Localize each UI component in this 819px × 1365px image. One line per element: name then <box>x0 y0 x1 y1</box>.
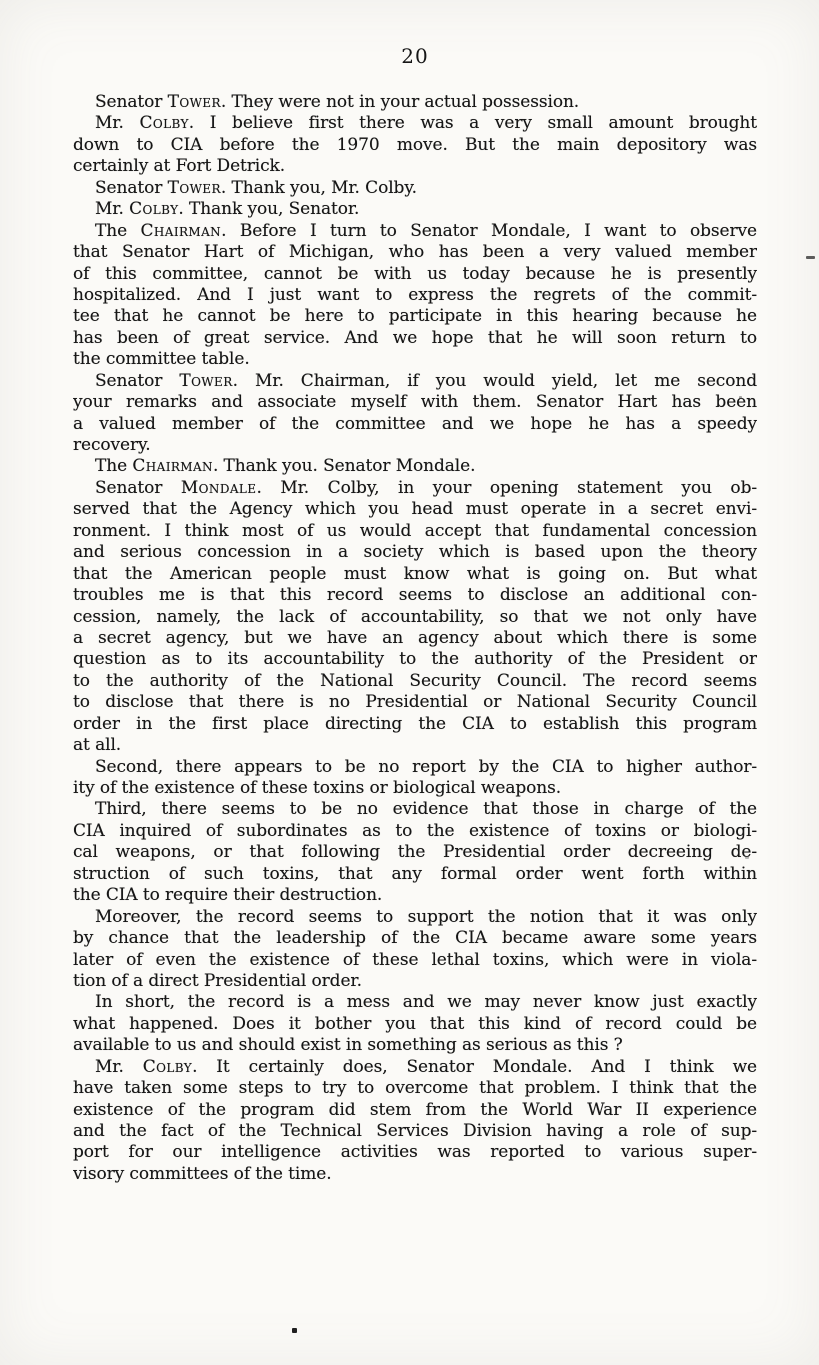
text-line <box>73 842 757 863</box>
text-line <box>73 671 757 692</box>
text-segment: order in the first place directing the CIA to establish this program <box>73 713 757 734</box>
text-segment: . Mr. Chairman, if you would yield, let me second <box>232 370 757 391</box>
text-line <box>73 1164 757 1185</box>
speaker-name: Tower <box>179 370 233 391</box>
text-line <box>73 692 757 713</box>
text-segment: and serious concession in a society which is based upon the theory <box>73 542 757 563</box>
text-segment: hospitalized. And I just want to express the regrets of the commit- <box>73 284 757 305</box>
text-segment: cession, namely, the lack of accountability, so that we not only have <box>73 606 757 627</box>
text-segment: certainly at Fort Detrick. <box>73 156 286 177</box>
speaker-name: Chairman <box>140 220 222 241</box>
text-segment: tion of a direct Presidential order. <box>73 970 362 991</box>
text-line <box>73 113 757 134</box>
text-segment: visory committees of the time. <box>73 1163 332 1184</box>
text-line <box>73 1014 757 1035</box>
text-line <box>73 607 757 628</box>
text-segment: Mr. <box>95 113 140 134</box>
paragraph <box>73 907 757 993</box>
text-line <box>73 456 757 477</box>
text-segment: a valued member of the committee and we hope he has a speedy <box>73 413 757 434</box>
text-segment: has been of great service. And we hope that he will soon return to <box>73 327 757 348</box>
text-segment: served that the Agency which you head must operate in a secret envi- <box>73 499 757 520</box>
text-segment: Third, there seems to be no evidence that those in charge of the <box>95 799 757 820</box>
text-segment: . Mr. Colby, in your opening statement you ob- <box>256 477 757 498</box>
text-line <box>73 564 757 585</box>
text-segment: existence of the program did stem from the World War II experience <box>73 1099 757 1120</box>
text-segment: . I believe first there was a very small amount brought <box>188 113 757 134</box>
speaker-name: Tower <box>167 177 221 198</box>
text-segment: ity of the existence of these toxins or biological weapons. <box>73 778 562 798</box>
text-segment: port for our intelligence activities was reported to various super- <box>73 1142 757 1163</box>
text-segment: The <box>95 456 133 477</box>
text-line <box>73 521 757 542</box>
text-block <box>73 92 757 1185</box>
text-segment: to disclose that there is no Presidential or National Security Council <box>73 692 757 713</box>
margin-dash-mark <box>806 256 815 259</box>
text-segment: of this committee, cannot be with us today because he is presently <box>73 263 757 284</box>
page-number: 20 <box>401 44 429 68</box>
text-line <box>73 950 757 971</box>
paragraph <box>73 113 757 177</box>
paragraph <box>73 371 757 457</box>
text-segment: . Before I turn to Senator Mondale, I want to observe <box>221 220 757 241</box>
text-line <box>73 649 757 670</box>
text-segment: . They were not in your actual possession. <box>220 92 580 112</box>
text-line <box>73 242 757 263</box>
text-segment: later of even the existence of these lethal toxins, which were in viola- <box>73 949 757 970</box>
text-line <box>73 735 757 756</box>
paragraph <box>73 92 757 113</box>
text-line <box>73 371 757 392</box>
text-line <box>73 328 757 349</box>
text-segment: The <box>95 220 141 241</box>
text-line <box>73 435 757 456</box>
paragraph <box>73 199 757 220</box>
text-segment: cal weapons, or that following the Presidential order decreeing de- <box>73 842 757 863</box>
text-line <box>73 542 757 563</box>
paragraph <box>73 178 757 199</box>
text-line <box>73 585 757 606</box>
text-segment: Second, there appears to be no report by the CIA to higher author- <box>95 756 757 777</box>
text-segment: . Thank you, Mr. Colby. <box>220 177 417 198</box>
text-line <box>73 306 757 327</box>
ink-speck-small <box>739 396 742 399</box>
text-segment: what happened. Does it bother you that this kind of record could be <box>73 1013 757 1034</box>
text-segment: the CIA to require their destruction. <box>73 885 383 906</box>
text-line <box>73 285 757 306</box>
text-segment: your remarks and associate myself with them. Senator Hart has been <box>73 392 757 413</box>
text-line <box>73 92 757 113</box>
text-segment: that the American people must know what is going on. But what <box>73 563 757 584</box>
text-segment: and the fact of the Technical Services Division having a role of sup- <box>73 1121 757 1141</box>
paragraph <box>73 992 757 1056</box>
text-segment: . Thank you, Senator. <box>178 199 360 220</box>
text-line <box>73 1100 757 1121</box>
text-segment: . It certainly does, Senator Mondale. And I think we <box>192 1056 757 1077</box>
paragraph <box>73 757 757 800</box>
text-segment: Senator <box>95 477 181 498</box>
ink-dot-bottom <box>292 1328 297 1333</box>
text-line <box>73 199 757 220</box>
text-segment: struction of such toxins, that any formal order went forth within <box>73 863 757 884</box>
text-line <box>73 757 757 778</box>
text-line <box>73 1142 757 1163</box>
text-segment: Senator <box>95 92 168 112</box>
text-line <box>73 1121 757 1142</box>
text-line <box>73 221 757 242</box>
text-line <box>73 178 757 199</box>
ink-speck-faint <box>745 856 749 859</box>
speaker-name: Colby <box>142 1056 193 1077</box>
text-segment: CIA inquired of subordinates as to the existence of toxins or biologi- <box>73 820 757 841</box>
text-line <box>73 907 757 928</box>
text-line <box>73 928 757 949</box>
text-segment: recovery. <box>73 435 151 455</box>
text-line <box>73 714 757 735</box>
text-line <box>73 778 757 799</box>
text-segment: tee that he cannot be here to participate in this hearing because he <box>73 306 757 327</box>
text-segment: to the authority of the National Security Council. The record seems <box>73 670 757 691</box>
text-line <box>73 1057 757 1078</box>
text-segment: question as to its accountability to the authority of the President or <box>73 649 757 670</box>
text-line <box>73 414 757 435</box>
paragraph <box>73 799 757 906</box>
paragraph <box>73 456 757 477</box>
speaker-name: Colby <box>129 199 179 220</box>
text-segment: that Senator Hart of Michigan, who has been a very valued member <box>73 242 757 263</box>
text-line <box>73 135 757 156</box>
text-line <box>73 264 757 285</box>
text-line <box>73 821 757 842</box>
text-segment: Senator <box>95 370 180 391</box>
text-segment: Mr. <box>95 1056 143 1077</box>
text-line <box>73 992 757 1013</box>
text-line <box>73 392 757 413</box>
text-segment: ronment. I think most of us would accept that fundamental concession <box>73 520 757 541</box>
text-segment: Mr. <box>95 199 130 220</box>
text-segment: by chance that the leadership of the CIA became aware some years <box>73 928 757 949</box>
text-segment: Moreover, the record seems to support the notion that it was only <box>95 906 757 927</box>
text-segment: troubles me is that this record seems to disclose an additional con- <box>73 585 757 606</box>
paragraph <box>73 1057 757 1186</box>
speaker-name: Tower <box>167 92 221 112</box>
text-line <box>73 628 757 649</box>
text-line <box>73 1035 757 1056</box>
speaker-name: Chairman <box>132 456 213 477</box>
text-line <box>73 971 757 992</box>
text-line <box>73 864 757 885</box>
text-segment: Senator <box>95 177 168 198</box>
speaker-name: Colby <box>139 113 189 134</box>
text-line <box>73 349 757 370</box>
text-line <box>73 885 757 906</box>
text-segment: down to CIA before the 1970 move. But the main depository was <box>73 134 757 155</box>
speaker-name: Mondale <box>180 477 257 498</box>
text-segment: available to us and should exist in something as serious as this ? <box>73 1035 623 1056</box>
text-segment: at all. <box>73 735 122 756</box>
text-line <box>73 478 757 499</box>
text-segment: the committee table. <box>73 349 250 370</box>
paragraph <box>73 221 757 371</box>
text-line <box>73 799 757 820</box>
paragraph <box>73 478 757 757</box>
text-segment: have taken some steps to try to overcome that problem. I think that the <box>73 1078 757 1099</box>
text-line <box>73 499 757 520</box>
text-line <box>73 156 757 177</box>
text-segment: In short, the record is a mess and we may never know just exactly <box>95 992 757 1013</box>
text-segment: a secret agency, but we have an agency about which there is some <box>73 627 757 648</box>
text-segment: . Thank you. Senator Mondale. <box>212 456 476 477</box>
text-line <box>73 1078 757 1099</box>
